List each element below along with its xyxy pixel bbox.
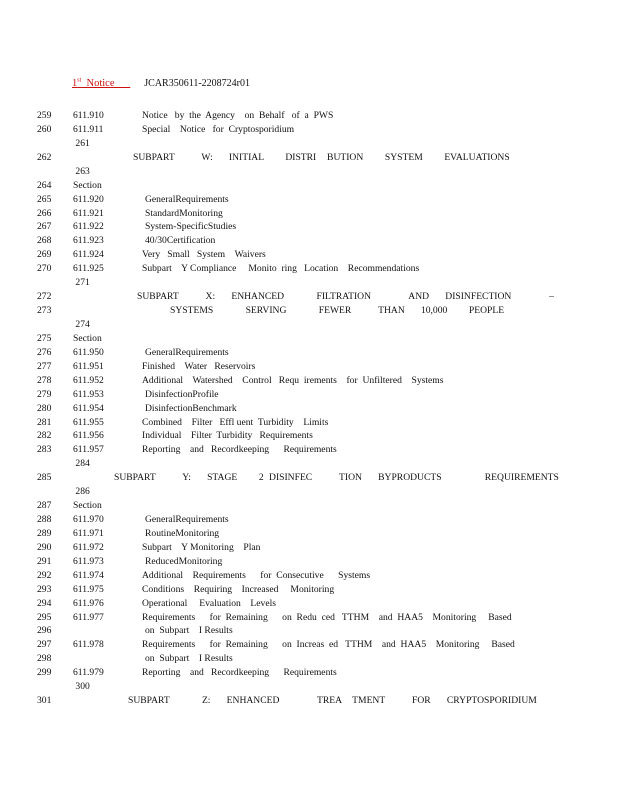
line-number: 276 xyxy=(37,346,52,358)
line-number: 279 xyxy=(37,388,52,400)
notice-ordinal: st xyxy=(77,77,82,83)
line-number: 267 xyxy=(37,221,52,233)
section-title: 40/30Certification xyxy=(145,235,216,247)
section-number: 611.953 xyxy=(73,388,104,400)
section-title: Operational Evaluation Levels xyxy=(142,597,277,609)
section-title: DisinfectionBenchmark xyxy=(145,402,237,414)
section-number: 271 xyxy=(73,277,90,289)
section-number: 611.975 xyxy=(73,583,104,595)
section-title: RoutineMonitoring xyxy=(145,527,220,539)
section-title: GeneralRequirements xyxy=(145,514,229,525)
line-number: 260 xyxy=(37,123,52,135)
section-title: GeneralRequirements xyxy=(145,346,229,358)
line-number: 273 xyxy=(37,305,52,316)
line-number: 301 xyxy=(37,695,52,707)
line-number: 285 xyxy=(37,472,52,484)
section-number: 611.956 xyxy=(73,430,104,442)
line-number: 287 xyxy=(37,500,52,511)
section-number: 611.910 xyxy=(73,110,104,121)
section-title: Additional Requirements for Consecutive Systems xyxy=(142,569,371,581)
section-title: Notice by the Agency on Behalf of a PWS xyxy=(142,110,334,121)
line-number: 291 xyxy=(37,555,52,567)
line-number: 280 xyxy=(37,402,52,414)
line-number: 294 xyxy=(37,597,52,609)
subpart-heading: SUBPART Y: STAGE 2 DISINFEC TION BYPRODUCTS REQUIREMENTS xyxy=(114,472,559,484)
line-number: 268 xyxy=(37,235,52,247)
section-title: Very Small System Waivers xyxy=(142,249,266,261)
section-number: 611.970 xyxy=(73,514,104,525)
section-title: Requirements for Remaining on Redu ced TTHM and HAA5 Monitoring Based xyxy=(142,611,512,623)
section-title: StandardMonitoring xyxy=(145,207,223,219)
line-number: 288 xyxy=(37,514,52,525)
subpart-heading: SUBPART W: INITIAL DISTRI BUTION SYSTEM EVALUATIONS xyxy=(133,151,510,163)
section-number: 611.923 xyxy=(73,235,104,247)
notice-word: Notice xyxy=(86,77,115,89)
line-number: 292 xyxy=(37,569,52,581)
section-number: 611.952 xyxy=(73,374,104,386)
section-number: 611.951 xyxy=(73,360,104,372)
section-title: System-SpecificStudies xyxy=(145,221,237,233)
section-number: 611.954 xyxy=(73,402,104,414)
line-number: 295 xyxy=(37,611,52,623)
section-number: 611.957 xyxy=(73,444,104,456)
section-number: 286 xyxy=(73,486,90,498)
line-number: 297 xyxy=(37,639,52,651)
section-title: DisinfectionProfile xyxy=(145,388,219,400)
notice-number: 1 xyxy=(72,77,78,89)
line-number: 293 xyxy=(37,583,52,595)
section-title: Reporting and Recordkeeping Requirements xyxy=(142,444,337,456)
section-number: Section xyxy=(73,500,102,511)
section-number: 611.921 xyxy=(73,207,104,219)
section-number: 611.978 xyxy=(73,639,104,651)
line-number: 259 xyxy=(37,110,52,121)
section-number: 611.977 xyxy=(73,611,104,623)
line-number: 289 xyxy=(37,527,52,539)
section-title: Finished Water Reservoirs xyxy=(142,360,256,372)
section-title: Subpart Y Compliance Monito ring Location Recommendations xyxy=(142,263,420,275)
section-title: Additional Watershed Control Requ irements for Unfiltered Systems xyxy=(142,374,444,386)
section-number: 274 xyxy=(73,318,90,330)
section-number: 611.973 xyxy=(73,555,104,567)
section-title: Subpart Y Monitoring Plan xyxy=(142,541,261,553)
section-title: on Subpart I Results xyxy=(145,625,233,637)
section-title: on Subpart I Results xyxy=(145,653,233,665)
section-number: 611.979 xyxy=(73,667,104,679)
section-number: 611.920 xyxy=(73,193,104,205)
section-number: Section xyxy=(73,179,102,191)
section-number: 611.922 xyxy=(73,221,104,233)
line-number: 269 xyxy=(37,249,52,261)
line-number: 296 xyxy=(37,625,52,637)
section-number: 611.972 xyxy=(73,541,104,553)
line-number: 262 xyxy=(37,151,52,163)
section-title: ReducedMonitoring xyxy=(145,555,223,567)
line-number: 278 xyxy=(37,374,52,386)
section-title: Individual Filter Turbidity Requirements xyxy=(142,430,313,442)
section-number: 611.971 xyxy=(73,527,104,539)
line-number: 299 xyxy=(37,667,52,679)
line-number: 277 xyxy=(37,360,52,372)
line-number: 281 xyxy=(37,416,52,428)
section-title: Requirements for Remaining on Increas ed TTHM and HAA5 Monitoring Based xyxy=(142,639,515,651)
section-title: Reporting and Recordkeeping Requirements xyxy=(142,667,337,679)
section-number: Section xyxy=(73,332,102,344)
line-number: 266 xyxy=(37,207,52,219)
section-number: 611.950 xyxy=(73,346,104,358)
line-number: 290 xyxy=(37,541,52,553)
section-number: 263 xyxy=(73,165,90,177)
line-number: 272 xyxy=(37,291,52,303)
line-number: 264 xyxy=(37,179,52,191)
subpart-heading: SYSTEMS SERVING FEWER THAN 10,000 PEOPLE xyxy=(170,305,505,316)
document-code: JCAR350611-2208724r01 xyxy=(144,77,251,89)
section-number: 611.976 xyxy=(73,597,104,609)
line-number: 275 xyxy=(37,332,52,344)
section-number: 611.974 xyxy=(73,569,104,581)
section-number: 261 xyxy=(73,137,90,149)
line-number: 270 xyxy=(37,263,52,275)
line-number: 265 xyxy=(37,193,52,205)
line-number: 283 xyxy=(37,444,52,456)
page-header xyxy=(72,77,250,89)
section-title: GeneralRequirements xyxy=(145,193,229,205)
section-number: 300 xyxy=(73,681,90,693)
section-number: 611.911 xyxy=(73,123,104,135)
line-number: 298 xyxy=(37,653,52,665)
line-number: 282 xyxy=(37,430,52,442)
subpart-heading: SUBPART X: ENHANCED FILTRATION AND DISINFECTION – xyxy=(137,291,554,303)
section-title: Conditions Requiring Increased Monitoring xyxy=(142,583,335,595)
notice-label xyxy=(72,78,130,89)
section-number: 284 xyxy=(73,458,90,470)
section-number: 611.924 xyxy=(73,249,104,261)
section-title: Special Notice for Cryptosporidium xyxy=(142,123,295,135)
section-number: 611.955 xyxy=(73,416,104,428)
section-number: 611.925 xyxy=(73,263,104,275)
section-title: Combined Filter Effl uent Turbidity Limits xyxy=(142,416,329,428)
subpart-heading: SUBPART Z: ENHANCED TREA TMENT FOR CRYPTOSPORIDIUM xyxy=(128,695,537,707)
